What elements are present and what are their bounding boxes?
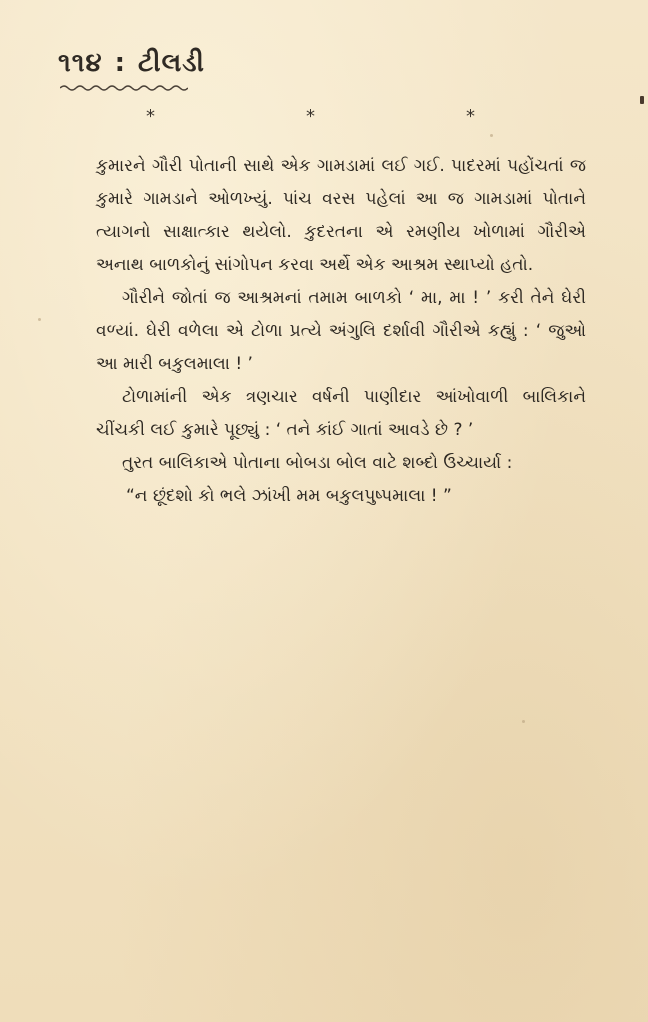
running-header <box>58 48 205 79</box>
paragraph: ટોળામાંની એક ત્રણચાર વર્ષની પાણીદાર આંખોવાળી બાલિકાને ચીંચકી લઈ કુમારે પૂછ્યું : ‘ તને કાંઈ ગાતાં આવડે છે ? ’ <box>96 387 586 440</box>
paper-speck <box>38 318 41 321</box>
paragraph: ગૌરીને જોતાં જ આશ્રમનાં તમામ બાળકો ‘ મા, મા ! ’ કરી તેને ઘેરી વળ્યાં. ઘેરી વળેલા એ ટોળા પ્રત્યે અંગુલિ દર્શાવી ગૌરીએ કહ્યું : ‘ જુઓ આ મારી બકુલમાલા ! ’ <box>96 288 586 374</box>
quoted-verse: “ન છૂંદશો કો ભલે ઝાંખી મમ બકુલપુષ્પમાલા ! ” <box>126 486 452 506</box>
asterisk: * <box>466 106 475 127</box>
page-number: ૧૧૪ <box>58 48 103 78</box>
asterisk: * <box>146 106 155 127</box>
header-wavy-underline <box>60 84 188 92</box>
asterisk: * <box>306 106 315 127</box>
page-edge-mark <box>640 96 644 104</box>
running-title: ટીલડી <box>138 48 205 78</box>
header-separator: : <box>114 48 127 78</box>
paper-speck <box>490 134 493 137</box>
paragraph: કુમારને ગૌરી પોતાની સાથે એક ગામડામાં લઈ ગઈ. પાદરમાં પહોંચતાં જ કુમારે ગામડાને ઓળખ્યું. પાંચ વરસ પહેલાં આ જ ગામડામાં પોતાને ત્યાગનો સાક્ષાત્કાર થયેલો. કુદરતના એ રમણીય ખોળામાં ગૌરીએ અનાથ બાળકોનું સાંગોપન કરવા અર્થે એક આશ્રમ સ્થાપ્યો હતો. <box>96 156 586 275</box>
paragraph: તુરત બાલિકાએ પોતાના બોબડા બોલ વાટે શબ્દો ઉચ્ચાર્યા : <box>122 453 513 473</box>
paper-speck <box>522 720 525 723</box>
section-break <box>0 106 648 130</box>
body-text <box>96 150 586 513</box>
